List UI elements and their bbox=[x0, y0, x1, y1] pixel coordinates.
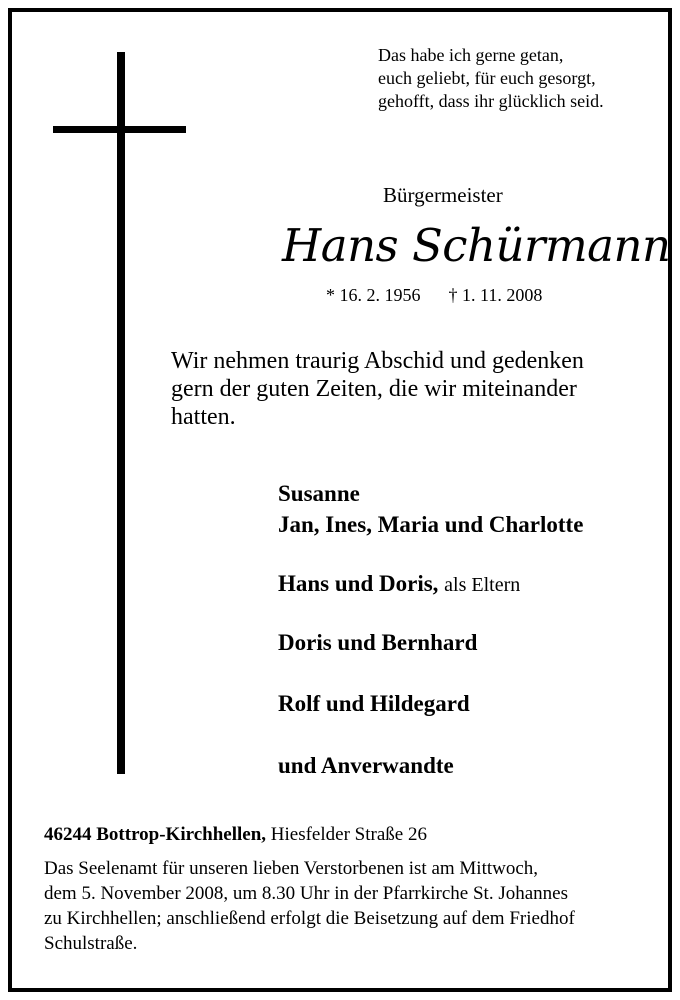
relation-label: als Eltern bbox=[444, 574, 521, 596]
mourner-name: Rolf und Hildegard bbox=[278, 691, 470, 716]
cross-icon-crossbar bbox=[53, 126, 186, 133]
birth-date: * 16. 2. 1956 bbox=[326, 285, 421, 305]
service-line: dem 5. November 2008, um 8.30 Uhr in der Pfarrkirche St. Johannes bbox=[44, 883, 568, 904]
deceased-name: Hans Schürmann bbox=[282, 219, 671, 272]
mourner-name: Jan, Ines, Maria und Charlotte bbox=[278, 512, 584, 537]
message-line: hatten. bbox=[171, 404, 236, 430]
address bbox=[44, 823, 427, 847]
poem-line: Das habe ich gerne getan, bbox=[378, 45, 564, 65]
service-line: Das Seelenamt für unseren lieben Verstorbenen ist am Mittwoch, bbox=[44, 858, 539, 879]
mourner-parents bbox=[278, 568, 520, 601]
message-line: gern der guten Zeiten, die wir miteinander bbox=[171, 376, 577, 402]
cross-icon bbox=[117, 52, 125, 774]
address-city: 46244 Bottrop-Kirchhellen, bbox=[44, 824, 267, 845]
poem-line: gehofft, dass ihr glücklich seid. bbox=[378, 91, 604, 111]
service-line: zu Kirchhellen; anschließend erfolgt die Beisetzung auf dem Friedhof bbox=[44, 908, 575, 929]
deceased-title: Bürgermeister bbox=[383, 183, 503, 207]
farewell-message bbox=[171, 347, 651, 431]
service-info bbox=[44, 856, 664, 956]
message-line: Wir nehmen traurig Abschid und gedenken bbox=[171, 348, 584, 374]
death-date: † 1. 11. 2008 bbox=[448, 285, 543, 305]
mourner-name: und Anverwandte bbox=[278, 753, 454, 778]
life-dates bbox=[326, 283, 542, 307]
poem bbox=[378, 44, 668, 113]
mourner-name: Doris und Bernhard bbox=[278, 630, 478, 655]
mourner-name: Susanne bbox=[278, 481, 360, 506]
address-street: Hiesfelder Straße 26 bbox=[270, 824, 427, 845]
poem-line: euch geliebt, für euch gesorgt, bbox=[378, 68, 596, 88]
service-line: Schulstraße. bbox=[44, 933, 138, 954]
mourner-name: Hans und Doris, bbox=[278, 571, 439, 596]
